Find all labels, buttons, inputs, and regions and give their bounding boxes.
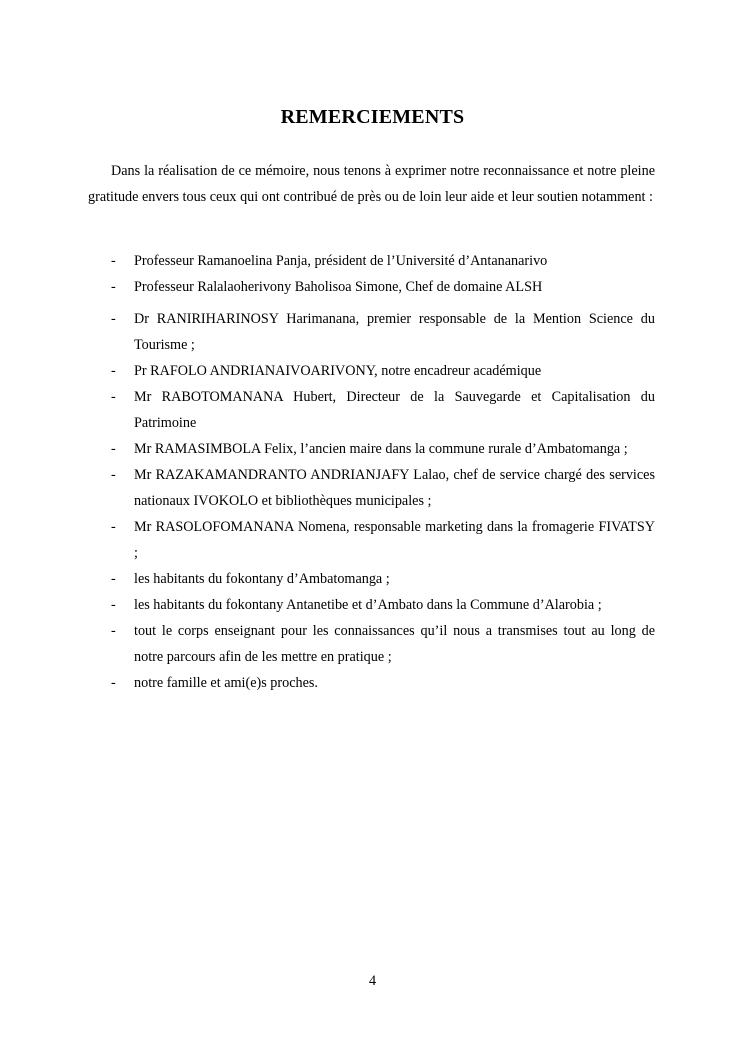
- bullet-dash: -: [111, 675, 116, 691]
- list-item-text: notre famille et ami(e)s proches.: [134, 675, 318, 691]
- list-item: [88, 514, 655, 566]
- list-item-text: Mr RAMASIMBOLA Felix, l’ancien maire dans la commune rurale d’Ambatomanga ;: [134, 441, 628, 457]
- bullet-dash: -: [111, 279, 116, 295]
- bullet-dash: -: [111, 519, 116, 535]
- list-item: [88, 306, 655, 358]
- list-item-text: tout le corps enseignant pour les connaissances qu’il nous a transmises tout au long de notre parcours afin de les mettre en pratique ;: [134, 623, 655, 665]
- bullet-dash: -: [111, 597, 116, 613]
- list-item-text: Professeur Ralalaoherivony Baholisoa Simone, Chef de domaine ALSH: [134, 279, 543, 295]
- list-item-text: Professeur Ramanoelina Panja, président de l’Université d’Antananarivo: [134, 253, 548, 269]
- list-item: [88, 358, 655, 384]
- list-item-text: les habitants du fokontany Antanetibe et d’Ambato dans la Commune d’Alarobia ;: [134, 597, 602, 613]
- list-item: [88, 670, 655, 696]
- intro-paragraph: Dans la réalisation de ce mémoire, nous tenons à exprimer notre reconnaissance et notre pleine gratitude envers tous ceux qui ont contribué de près ou de loin leur aide et leur soutien notamment :: [88, 163, 655, 205]
- bullet-dash: -: [111, 467, 116, 483]
- bullet-dash: -: [111, 311, 116, 327]
- list-item: [88, 592, 655, 618]
- list-item-text: les habitants du fokontany d’Ambatomanga ;: [134, 571, 390, 587]
- list-item: [88, 462, 655, 514]
- list-item-text: Mr RASOLOFOMANANA Nomena, responsable marketing dans la fromagerie FIVATSY ;: [134, 519, 655, 561]
- bullet-dash: -: [111, 389, 116, 405]
- list-item: [88, 384, 655, 436]
- bullet-dash: -: [111, 253, 116, 269]
- list-item: [88, 274, 655, 300]
- list-item: [88, 248, 655, 274]
- page-number: 4: [368, 973, 377, 989]
- list-item-text: Pr RAFOLO ANDRIANAIVOARIVONY, notre encadreur académique: [134, 363, 542, 379]
- list-item-text: Dr RANIRIHARINOSY Harimanana, premier responsable de la Mention Science du Tourisme ;: [134, 311, 655, 353]
- bullet-dash: -: [111, 441, 116, 457]
- list-item: [88, 566, 655, 592]
- list-item: [88, 436, 655, 462]
- bullet-dash: -: [111, 363, 116, 379]
- list-item: [88, 618, 655, 670]
- list-item-text: Mr RAZAKAMANDRANTO ANDRIANJAFY Lalao, chef de service chargé des services nationaux IVOKOLO et bibliothèques municipales ;: [134, 467, 655, 509]
- bullet-dash: -: [111, 571, 116, 587]
- list-item-text: Mr RABOTOMANANA Hubert, Directeur de la Sauvegarde et Capitalisation du Patrimoine: [134, 389, 655, 431]
- acknowledgement-list: [88, 248, 655, 696]
- page-title: REMERCIEMENTS: [280, 106, 465, 128]
- bullet-dash: -: [111, 623, 116, 639]
